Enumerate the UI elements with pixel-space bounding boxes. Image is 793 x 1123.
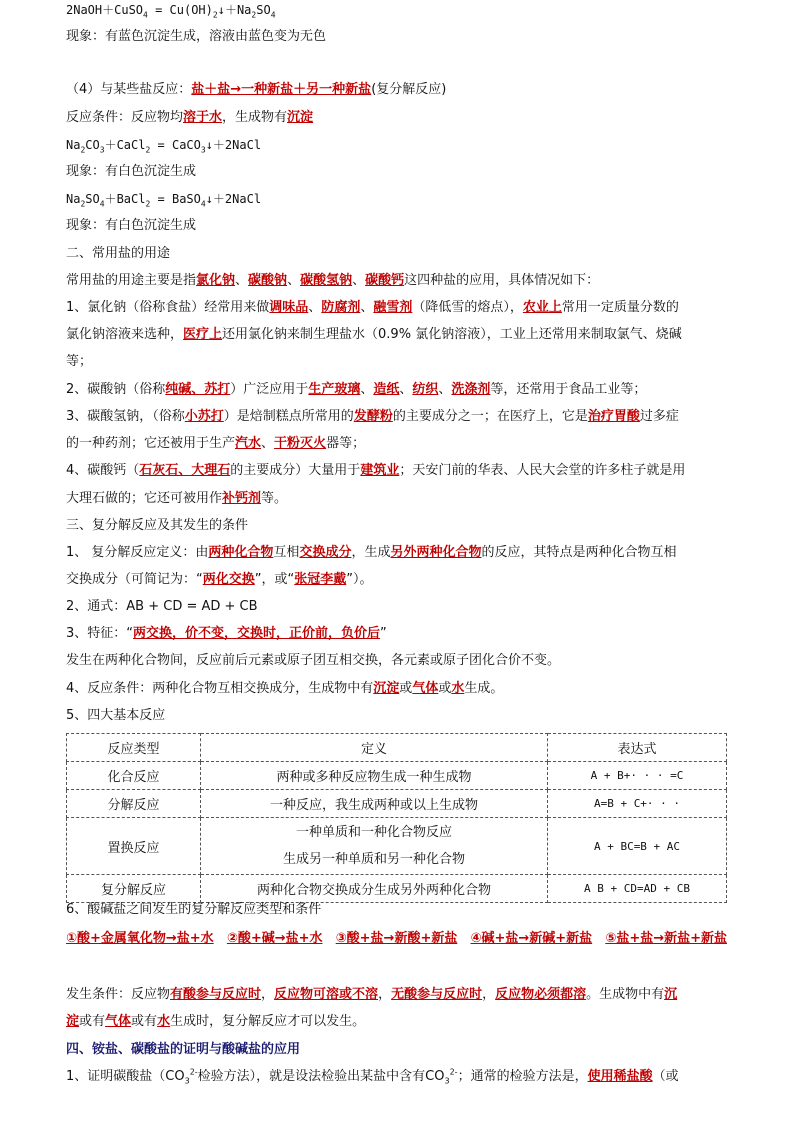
paragraph-caco3-1: 4、碳酸钙（石灰石、大理石的主要成分）大量用于建筑业；天安门前的华表、人民大会堂的许多柱子就是用 [66,463,686,478]
table-row [67,818,727,875]
paragraph-nahco3-2: 的一种药剂；它还被用于生产汽水、干粉灭火器等； [66,436,366,451]
heading-4: 四、铵盐、碳酸盐的证明与酸碱盐的应用 [66,1042,301,1057]
reaction-type-item: ⑤盐+盐→新盐+新盐 [605,931,727,946]
table-cell-definition: 一种单质和一种化合物反应 生成另一种单质和另一种化合物 [201,818,548,875]
occurrence-condition-1: 发生条件：反应物有酸参与反应时，反应物可溶或不溶，无酸参与反应时，反应物必须都溶。生成物中有沉 [66,987,678,1002]
table-cell-definition: 两种化合物交换成分生成另外两种化合物 [201,875,548,903]
paragraph-caco3-2: 大理石做的；它还可被用作补钙剂等。 [66,491,288,506]
reaction-type-item: ③酸+盐→新酸+新盐 [335,931,458,946]
table-cell-definition: 两种或多种反应物生成一种生成物 [201,762,548,790]
table-cell-expression: A=B + C+· · · [548,790,727,818]
paragraph-nacl-1: 1、氯化钠（俗称食盐）经常用来做调味品、防腐剂、融雪剂（降低雪的熔点），农业上常用一定质量分数的 [66,300,679,315]
table-cell-type: 置换反应 [67,818,201,875]
feature: 3、特征：“两交换，价不变，交换时，正价前，负价后” [66,626,387,641]
heading-3: 三、复分解反应及其发生的条件 [66,518,249,533]
table-cell-expression: A + BC=B + AC [548,818,727,875]
definition-1: 1、 复分解反应定义：由两种化合物互相交换成分，生成另外两种化合物的反应，其特点是两种化合物互相 [66,545,677,560]
reaction-type-item: ②酸+碱→盐+水 [226,931,323,946]
table-header-cell: 反应类型 [67,734,201,762]
equation-na2co3-cacl2: $Na_2CO_3+CaCl_2$ = CaCO$_3$↓＋2NaCl [66,138,262,155]
feature-explanation: 发生在两种化合物间，反应前后元素或原子团互相交换，各元素或原子团化合价不变。 [66,653,561,668]
reaction-type-item: ④碱+盐→新碱+新盐 [470,931,593,946]
table-cell-expression: A B + CD=AD + CB [548,875,727,903]
reaction-type-list [66,929,727,949]
table-cell-type: 分解反应 [67,790,201,818]
reaction-condition-2: 4、反应条件：两种化合物互相交换成分，生成物中有沉淀或气体或水生成。 [66,681,504,696]
table-cell-definition: 一种反应，我生成两种或以上生成物 [201,790,548,818]
reaction-type-item: ①酸+金属氧化物→盐+水 [66,931,214,946]
table-row [67,790,727,818]
table-header-cell: 表达式 [548,734,727,762]
phenomenon-1: 现象：有蓝色沉淀生成，溶液由蓝色变为无色 [66,29,327,44]
acid-base-salt-heading: 6、酸碱盐之间发生的复分解反应类型和条件 [66,902,322,917]
table-header-row [67,734,727,762]
general-formula: 2、通式：AB + CD = AD + CB [66,599,258,614]
reaction-types-table [66,733,727,903]
table-row [67,762,727,790]
table-header-cell: 定义 [201,734,548,762]
paragraph-nacl-3: 等； [66,354,93,369]
equation-naoh-cuso4: 2NaOH＋CuSO$_4$ = $Cu(OH)_2↓+Na_2SO_4$ [66,3,276,20]
reaction-condition: 反应条件：反应物均溶于水，生成物有沉淀 [66,110,314,125]
equation-na2so4-bacl2: $Na_2SO_4+BaCl_2$ = BaSO$_4$↓＋2NaCl [66,192,262,209]
section-4-heading: （4）与某些盐反应：盐＋盐→一种新盐＋另一种新盐(复分解反应) [66,82,447,97]
phenomenon-2: 现象：有白色沉淀生成 [66,164,197,179]
four-reactions-heading: 5、四大基本反应 [66,708,166,723]
paragraph-na2co3: 2、碳酸钠（俗称纯碱、苏打）广泛应用于生产玻璃、造纸、纺织、洗涤剂等，还常用于食品工业等； [66,382,647,397]
paragraph-salts-intro: 常用盐的用途主要是指氯化钠、碳酸钠、碳酸氢钠、碳酸钙这四种盐的应用，具体情况如下： [66,273,600,288]
table-cell-type: 复分解反应 [67,875,201,903]
carbonate-test: 1、证明碳酸盐（$CO_3^{2-}$检验方法），就是设法检验出某盐中含有$CO_3^{2-}$；通常的检验方法是，使用稀盐酸（或 [66,1067,679,1086]
paragraph-nahco3-1: 3、碳酸氢钠，（俗称小苏打）是焙制糕点所常用的发酵粉的主要成分之一；在医疗上，它是治疗胃酸过多症 [66,409,679,424]
paragraph-nacl-2: 氯化钠溶液来选种，医疗上还用氯化钠来制生理盐水（0.9% 氯化钠溶液），工业上还常用来制取氯气、烧碱 [66,327,682,342]
table-cell-type: 化合反应 [67,762,201,790]
definition-2: 交换成分（可简记为：“两化交换”，或“张冠李戴”）。 [66,572,373,587]
table-row [67,875,727,903]
table-cell-expression: A + B+· · · =C [548,762,727,790]
phenomenon-3: 现象：有白色沉淀生成 [66,218,197,233]
occurrence-condition-2: 淀或有气体或有水生成时，复分解反应才可以发生。 [66,1014,366,1029]
heading-2: 二、常用盐的用途 [66,246,171,261]
